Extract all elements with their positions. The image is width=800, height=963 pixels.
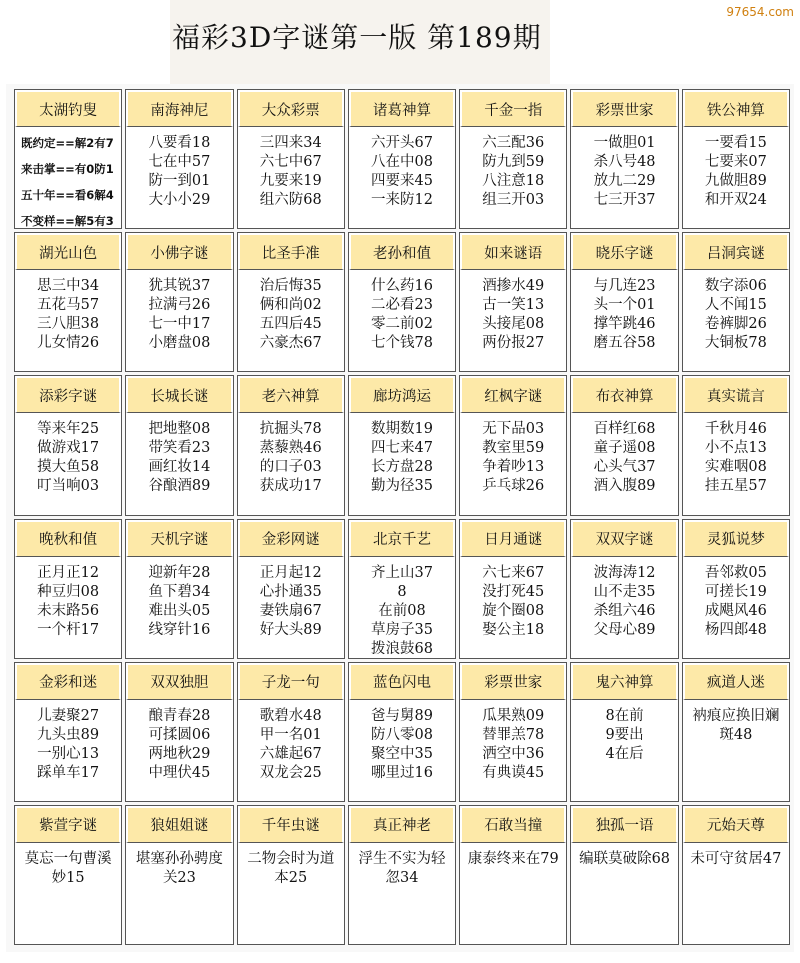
riddle-line: 齐上山37 bbox=[371, 564, 433, 581]
riddle-cell bbox=[682, 805, 790, 945]
riddle-line: 人不闻15 bbox=[704, 297, 767, 314]
cell-header: 狼姐姐谜 bbox=[126, 806, 232, 843]
riddle-line: 9要出 bbox=[605, 726, 644, 743]
riddle-cell bbox=[570, 662, 678, 802]
cell-header: 真正神老 bbox=[349, 806, 455, 843]
riddle-line: 八在中08 bbox=[371, 154, 433, 170]
riddle-cell bbox=[14, 232, 122, 372]
riddle-line: 和开双24 bbox=[704, 192, 767, 208]
riddle-line: 犹其锐37 bbox=[148, 278, 211, 295]
riddle-line: 鱼下碧34 bbox=[148, 583, 211, 600]
riddle-line: 组三开03 bbox=[482, 192, 545, 208]
cell-body bbox=[571, 843, 677, 944]
riddle-line: 叮当响03 bbox=[37, 478, 100, 495]
riddle-line: 草房子35 bbox=[371, 621, 433, 638]
riddle-line: 八注意18 bbox=[482, 173, 545, 189]
riddle-line: 六七中67 bbox=[259, 154, 322, 170]
riddle-line: 九头虫89 bbox=[37, 726, 100, 743]
riddle-cell bbox=[459, 232, 567, 372]
riddle-line: 抗掘头78 bbox=[259, 421, 322, 438]
riddle-cell bbox=[682, 232, 790, 372]
cell-header: 北京千艺 bbox=[349, 520, 455, 557]
cell-body bbox=[349, 700, 455, 801]
riddle-line: 九要来19 bbox=[259, 173, 322, 189]
riddle-cell bbox=[348, 662, 456, 802]
cell-header: 廊坊鸿运 bbox=[349, 376, 455, 413]
riddle-line: 争着吵13 bbox=[482, 459, 545, 476]
cell-header: 布衣神算 bbox=[571, 376, 677, 413]
riddle-line: 一来防12 bbox=[371, 192, 433, 208]
riddle-cell bbox=[125, 232, 233, 372]
riddle-line: 一做胆01 bbox=[593, 135, 656, 151]
cell-body bbox=[460, 413, 566, 514]
riddle-line: 可搓长19 bbox=[704, 583, 767, 600]
riddle-cell bbox=[125, 805, 233, 945]
cell-body bbox=[15, 413, 121, 514]
riddle-line: 堪塞孙孙骋度关23 bbox=[135, 850, 223, 886]
riddle-line: 中理伏45 bbox=[148, 764, 211, 781]
cell-body bbox=[460, 700, 566, 801]
riddle-cell bbox=[125, 89, 233, 229]
riddle-line: 康泰终来在79 bbox=[467, 850, 559, 867]
riddle-cell bbox=[570, 805, 678, 945]
riddle-cell bbox=[570, 232, 678, 372]
riddle-line: 杨四郎48 bbox=[704, 621, 767, 638]
riddle-line: 爸与舅89 bbox=[371, 707, 433, 724]
cell-body bbox=[126, 127, 232, 228]
cell-body bbox=[683, 557, 789, 658]
riddle-line: 酒入腹89 bbox=[593, 478, 656, 495]
cell-body bbox=[15, 127, 121, 229]
cell-body bbox=[238, 270, 344, 371]
riddle-line: 六开头67 bbox=[371, 135, 433, 151]
cell-body bbox=[571, 413, 677, 514]
riddle-line: 未末路56 bbox=[37, 602, 100, 619]
riddle-line: 4在后 bbox=[605, 745, 644, 762]
riddle-cell bbox=[125, 662, 233, 802]
riddle-line: 妻铁扇67 bbox=[259, 602, 322, 619]
cell-body bbox=[571, 557, 677, 658]
riddle-line: 七一中17 bbox=[148, 316, 211, 333]
cell-body bbox=[15, 843, 121, 944]
riddle-line: 一个杆17 bbox=[37, 621, 100, 638]
riddle-cell bbox=[237, 232, 345, 372]
cell-header: 小佛字谜 bbox=[126, 233, 232, 270]
cell-body bbox=[683, 270, 789, 371]
riddle-line: 两份报27 bbox=[482, 335, 545, 352]
riddle-cell bbox=[459, 662, 567, 802]
riddle-cell bbox=[682, 89, 790, 229]
riddle-line: 七在中57 bbox=[148, 154, 211, 170]
riddle-cell bbox=[348, 89, 456, 229]
riddle-line: 替罪羔78 bbox=[482, 726, 545, 743]
cell-body bbox=[126, 270, 232, 371]
riddle-line: 有典谟45 bbox=[482, 764, 545, 781]
cell-body bbox=[15, 270, 121, 371]
cell-header: 比圣手准 bbox=[238, 233, 344, 270]
cell-body bbox=[460, 270, 566, 371]
cell-header: 太湖钓叟 bbox=[15, 90, 121, 127]
cell-body bbox=[126, 700, 232, 801]
riddle-line: 与几连23 bbox=[593, 278, 656, 295]
riddle-line: 蒸藜熟46 bbox=[259, 440, 322, 457]
riddle-line: 莫忘一句曹溪妙15 bbox=[24, 850, 112, 886]
cell-body bbox=[683, 127, 789, 228]
riddle-line: 儿妻聚27 bbox=[37, 707, 100, 724]
riddle-line: 头接尾08 bbox=[482, 316, 545, 333]
riddle-line: 瓜果熟09 bbox=[482, 707, 545, 724]
cell-body bbox=[126, 557, 232, 658]
riddle-cell bbox=[682, 662, 790, 802]
riddle-line: 父母心89 bbox=[593, 621, 656, 638]
riddle-cell bbox=[237, 662, 345, 802]
riddle-line: 在前08 bbox=[378, 602, 426, 619]
riddle-line: 心扑通35 bbox=[259, 583, 322, 600]
riddle-line: 组六防68 bbox=[259, 192, 322, 208]
cell-header: 双双独胆 bbox=[126, 663, 232, 700]
riddle-line: 一要看15 bbox=[704, 135, 767, 151]
riddle-cell bbox=[237, 89, 345, 229]
riddle-line: 做游戏17 bbox=[37, 440, 100, 457]
cell-body bbox=[571, 700, 677, 801]
riddle-line: 儿女情26 bbox=[37, 335, 100, 352]
riddle-line: 既约定==解2有7 bbox=[21, 136, 114, 150]
riddle-line: 七三开37 bbox=[593, 192, 656, 208]
riddle-line: 摸大鱼58 bbox=[37, 459, 100, 476]
riddle-cell bbox=[682, 375, 790, 515]
riddle-line: 酒掺水49 bbox=[482, 278, 545, 295]
cell-body bbox=[460, 127, 566, 228]
riddle-cell bbox=[459, 375, 567, 515]
watermark: 97654.com bbox=[726, 5, 794, 19]
riddle-line: 谷酿酒89 bbox=[148, 478, 211, 495]
riddle-line: 千秋月46 bbox=[704, 421, 767, 438]
riddle-line: 正月起12 bbox=[259, 564, 322, 581]
riddle-line: 防一到01 bbox=[148, 173, 211, 189]
riddle-cell bbox=[237, 805, 345, 945]
riddle-line: 波海涛12 bbox=[593, 564, 656, 581]
riddle-line: 四要来45 bbox=[371, 173, 433, 189]
riddle-line: 获成功17 bbox=[259, 478, 322, 495]
riddle-line: 山不走35 bbox=[593, 583, 656, 600]
cell-header: 晚秋和值 bbox=[15, 520, 121, 557]
riddle-line: 哪里过16 bbox=[371, 764, 433, 781]
riddle-line: 等来年25 bbox=[37, 421, 100, 438]
riddle-line: 头一个01 bbox=[593, 297, 656, 314]
cell-header: 疯道人迷 bbox=[683, 663, 789, 700]
cell-body bbox=[238, 557, 344, 658]
cell-header: 千年虫谜 bbox=[238, 806, 344, 843]
riddle-cell bbox=[237, 375, 345, 515]
riddle-line: 两地秋29 bbox=[148, 745, 211, 762]
riddle-cell bbox=[459, 89, 567, 229]
cell-header: 添彩字谜 bbox=[15, 376, 121, 413]
riddle-line: 六七来67 bbox=[482, 564, 545, 581]
riddle-line: 勤为径35 bbox=[371, 478, 433, 495]
riddle-line: 实难咽08 bbox=[704, 459, 767, 476]
riddle-line: 俩和尚02 bbox=[259, 297, 322, 314]
riddle-line: 思三中34 bbox=[37, 278, 100, 295]
riddle-line: 带笑看23 bbox=[148, 440, 211, 457]
cell-header: 湖光山色 bbox=[15, 233, 121, 270]
riddle-line: 踩单车17 bbox=[37, 764, 100, 781]
cell-header: 彩票世家 bbox=[460, 663, 566, 700]
riddle-line: 线穿针16 bbox=[148, 621, 211, 638]
cell-header: 金彩和迷 bbox=[15, 663, 121, 700]
riddle-line: 大小小29 bbox=[148, 192, 211, 208]
cell-body bbox=[349, 557, 455, 659]
riddle-line: 四七来47 bbox=[371, 440, 433, 457]
riddle-line: 好大头89 bbox=[259, 621, 322, 638]
page-title: 福彩3D字谜第一版 第189期 bbox=[172, 21, 542, 54]
cell-header: 双双字谜 bbox=[571, 520, 677, 557]
cell-body bbox=[126, 843, 232, 944]
cell-header: 金彩网谜 bbox=[238, 520, 344, 557]
riddle-line: 编联莫破除68 bbox=[579, 850, 671, 867]
cell-body bbox=[571, 270, 677, 371]
riddle-line: 歌碧水48 bbox=[259, 707, 322, 724]
riddle-cell bbox=[348, 805, 456, 945]
cell-body bbox=[460, 843, 566, 944]
riddle-line: 来击掌==有0防1 bbox=[21, 162, 114, 176]
riddle-line: 一别心13 bbox=[37, 745, 100, 762]
cell-header: 鬼六神算 bbox=[571, 663, 677, 700]
riddle-line: 教室里59 bbox=[482, 440, 545, 457]
riddle-line: 拨浪鼓68 bbox=[371, 640, 433, 657]
cell-body bbox=[349, 270, 455, 371]
riddle-line: 长方盘28 bbox=[371, 459, 433, 476]
riddle-line: 挂五星57 bbox=[704, 478, 767, 495]
cell-body bbox=[571, 127, 677, 228]
riddle-line: 百样红68 bbox=[593, 421, 656, 438]
cell-header: 老孙和值 bbox=[349, 233, 455, 270]
cell-header: 天机字谜 bbox=[126, 520, 232, 557]
riddle-line: 三八胆38 bbox=[37, 316, 100, 333]
cell-header: 红枫字谜 bbox=[460, 376, 566, 413]
riddle-line: 乒乓球26 bbox=[482, 478, 545, 495]
riddle-cell bbox=[459, 805, 567, 945]
riddle-line: 零二前02 bbox=[371, 316, 433, 333]
cell-body bbox=[349, 127, 455, 228]
riddle-line: 可揉圆06 bbox=[148, 726, 211, 743]
riddle-line: 甲一名01 bbox=[259, 726, 322, 743]
riddle-line: 五十年==看6解4 bbox=[21, 188, 114, 202]
cell-header: 子龙一句 bbox=[238, 663, 344, 700]
riddle-cell bbox=[125, 375, 233, 515]
riddle-cell bbox=[125, 519, 233, 659]
cell-header: 老六神算 bbox=[238, 376, 344, 413]
riddle-line: 画红妆14 bbox=[148, 459, 211, 476]
cell-header: 紫萱字谜 bbox=[15, 806, 121, 843]
riddle-line: 吾邻救05 bbox=[704, 564, 767, 581]
riddle-line: 小磨盘08 bbox=[148, 335, 211, 352]
riddle-line: 双龙会25 bbox=[259, 764, 322, 781]
cell-body bbox=[238, 127, 344, 228]
riddle-line: 磨五谷58 bbox=[593, 335, 656, 352]
cell-header: 真实谎言 bbox=[683, 376, 789, 413]
riddle-line: 洒空中36 bbox=[482, 745, 545, 762]
riddle-line: 六雄起67 bbox=[259, 745, 322, 762]
riddle-line: 的口子03 bbox=[259, 459, 322, 476]
riddle-line: 卷裤脚26 bbox=[704, 316, 767, 333]
cell-header: 长城长谜 bbox=[126, 376, 232, 413]
riddle-line: 七要来07 bbox=[704, 154, 767, 170]
cell-header: 元始天尊 bbox=[683, 806, 789, 843]
riddle-line: 心头气37 bbox=[593, 459, 656, 476]
riddle-line: 九做胆89 bbox=[704, 173, 767, 189]
cell-header: 大众彩票 bbox=[238, 90, 344, 127]
riddle-line: 拉满弓26 bbox=[148, 297, 211, 314]
cell-header: 晓乐字谜 bbox=[571, 233, 677, 270]
cell-body bbox=[349, 413, 455, 514]
riddle-line: 不变样==解5有3 bbox=[21, 214, 114, 228]
riddle-line: 六三配36 bbox=[482, 135, 545, 151]
riddle-cell bbox=[459, 519, 567, 659]
cell-header: 如来谜语 bbox=[460, 233, 566, 270]
riddle-line: 酿青春28 bbox=[148, 707, 211, 724]
riddle-line: 六豪杰67 bbox=[259, 335, 322, 352]
riddle-line: 种豆归08 bbox=[37, 583, 100, 600]
riddle-cell bbox=[682, 519, 790, 659]
riddle-line: 旋个圈08 bbox=[482, 602, 545, 619]
cell-header: 石敢当撞 bbox=[460, 806, 566, 843]
cell-body bbox=[238, 413, 344, 514]
riddle-line: 治后悔35 bbox=[259, 278, 322, 295]
riddle-line: 没打死45 bbox=[482, 583, 545, 600]
cell-header: 吕洞宾谜 bbox=[683, 233, 789, 270]
cell-header: 千金一指 bbox=[460, 90, 566, 127]
riddle-cell bbox=[14, 375, 122, 515]
riddle-line: 童子遥08 bbox=[593, 440, 656, 457]
riddle-line: 把地整08 bbox=[148, 421, 211, 438]
cell-body bbox=[238, 700, 344, 801]
cell-header: 诸葛神算 bbox=[349, 90, 455, 127]
riddle-line: 防八零08 bbox=[371, 726, 433, 743]
riddle-line: 聚空中35 bbox=[371, 745, 433, 762]
riddle-line: 衲痕应换旧斓斑48 bbox=[692, 707, 780, 743]
riddle-line: 浮生不实为轻忽34 bbox=[358, 850, 446, 886]
riddle-line: 8在前 bbox=[605, 707, 644, 724]
cell-header: 彩票世家 bbox=[571, 90, 677, 127]
riddle-line: 杀八号48 bbox=[593, 154, 656, 170]
riddle-cell bbox=[570, 89, 678, 229]
riddle-line: 古一笑13 bbox=[482, 297, 545, 314]
cell-body bbox=[460, 557, 566, 658]
riddle-line: 无下品03 bbox=[482, 421, 545, 438]
cell-body bbox=[683, 843, 789, 944]
riddle-line: 七个钱78 bbox=[371, 335, 433, 352]
cell-header: 独孤一语 bbox=[571, 806, 677, 843]
riddle-cell bbox=[570, 519, 678, 659]
riddle-line: 数字添06 bbox=[704, 278, 767, 295]
cell-header: 铁公神算 bbox=[683, 90, 789, 127]
riddle-line: 二物会时为道本25 bbox=[247, 850, 335, 886]
riddle-line: 五花马57 bbox=[37, 297, 100, 314]
cell-body bbox=[683, 413, 789, 514]
riddle-line: 8 bbox=[397, 583, 407, 600]
riddle-cell bbox=[14, 805, 122, 945]
riddle-line: 成飓风46 bbox=[704, 602, 767, 619]
riddle-line: 小不点13 bbox=[704, 440, 767, 457]
cell-header: 灵狐说梦 bbox=[683, 520, 789, 557]
riddle-line: 三四来34 bbox=[259, 135, 322, 151]
riddle-cell bbox=[14, 89, 122, 229]
riddle-cell bbox=[14, 662, 122, 802]
cell-header: 蓝色闪电 bbox=[349, 663, 455, 700]
riddle-line: 五四后45 bbox=[259, 316, 322, 333]
riddle-line: 杀组六46 bbox=[593, 602, 656, 619]
riddle-cell bbox=[237, 519, 345, 659]
riddle-cell bbox=[570, 375, 678, 515]
riddle-line: 撑竿跳46 bbox=[593, 316, 656, 333]
riddle-line: 数期数19 bbox=[371, 421, 433, 438]
riddle-line: 防九到59 bbox=[482, 154, 545, 170]
riddle-cell bbox=[348, 375, 456, 515]
riddle-line: 迎新年28 bbox=[148, 564, 211, 581]
riddle-line: 放九二29 bbox=[593, 173, 656, 189]
riddle-line: 娶公主18 bbox=[482, 621, 545, 638]
cell-body bbox=[15, 700, 121, 801]
riddle-line: 二必看23 bbox=[371, 297, 433, 314]
cell-header: 日月通谜 bbox=[460, 520, 566, 557]
cell-body bbox=[238, 843, 344, 944]
cell-body bbox=[349, 843, 455, 944]
riddle-line: 什么药16 bbox=[371, 278, 433, 295]
cell-body bbox=[126, 413, 232, 514]
cell-body bbox=[683, 700, 789, 801]
riddle-cell bbox=[348, 519, 456, 659]
riddle-line: 难出头05 bbox=[148, 602, 211, 619]
cell-header: 南海神尼 bbox=[126, 90, 232, 127]
riddle-cell bbox=[14, 519, 122, 659]
riddle-grid bbox=[14, 89, 790, 945]
riddle-line: 大铜板78 bbox=[704, 335, 767, 352]
riddle-line: 未可守贫居47 bbox=[690, 850, 782, 867]
riddle-line: 正月正12 bbox=[37, 564, 100, 581]
cell-body bbox=[15, 557, 121, 658]
riddle-line: 八要看18 bbox=[148, 135, 211, 151]
riddle-cell bbox=[348, 232, 456, 372]
